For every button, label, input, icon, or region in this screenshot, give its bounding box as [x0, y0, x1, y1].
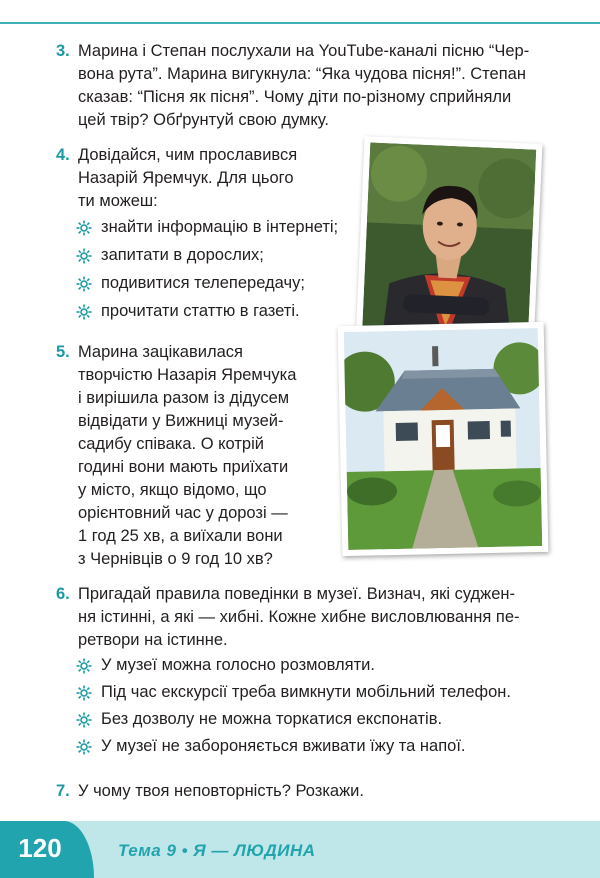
task-text-line: 1 год 25 хв, а виїхали вони: [78, 527, 283, 545]
task-number: 3.: [56, 42, 70, 60]
task-text-line: відвідати у Вижниці музей-: [78, 412, 284, 430]
bullet-text: Під час екскурсії треба вимкнути мобільний телефон.: [101, 683, 511, 701]
section-theme-title: Тема 9 • Я — ЛЮДИНА: [118, 841, 316, 860]
page-footer: [0, 821, 600, 878]
sun-bullet-icon: [76, 304, 92, 320]
bullet-text: запитати в дорослих;: [101, 246, 264, 264]
task-text-line: Марина і Степан послухали на YouTube-каналі пісню “Чер-: [78, 42, 530, 60]
sun-bullet-icon: [76, 220, 92, 236]
task-number: 7.: [56, 782, 70, 800]
task-text-line: ня істинні, а які — хибні. Кожне хибне висловлювання пе-: [78, 608, 520, 626]
bullet-text: подивитися телепередачу;: [101, 274, 305, 292]
task-number: 4.: [56, 146, 70, 164]
task-text-line: цей твір? Обґрунтуй свою думку.: [78, 111, 329, 129]
bullet-text: У музеї не забороняється вживати їжу та напої.: [101, 737, 466, 755]
task-text-line: У чому твоя неповторність? Розкажи.: [78, 782, 364, 800]
sun-bullet-icon: [76, 739, 92, 755]
task-text-line: орієнтовний час у дорозі —: [78, 504, 288, 522]
sun-bullet-icon: [76, 658, 92, 674]
task-text-line: Довідайся, чим прославився: [78, 146, 298, 164]
portrait-photo: [356, 136, 543, 352]
task-text-line: і вирішила разом із дідусем: [78, 389, 290, 407]
page-number: 120: [18, 833, 62, 863]
task-text-line: садибу співака. О котрій: [78, 435, 264, 453]
task-text-line: Назарій Яремчук. Для цього: [78, 169, 294, 187]
task-text-line: годині вони мають приїхати: [78, 458, 289, 476]
bullet-text: У музеї можна голосно розмовляти.: [101, 656, 375, 674]
sun-bullet-icon: [76, 712, 92, 728]
page-number-tab: [0, 821, 94, 878]
task-number: 5.: [56, 343, 70, 361]
top-rule: [0, 22, 600, 24]
sun-bullet-icon: [76, 685, 92, 701]
sun-bullet-icon: [76, 248, 92, 264]
museum-house-photo: [338, 322, 549, 556]
task-text-line: у місто, якщо відомо, що: [78, 481, 267, 499]
task-text-line: Пригадай правила поведінки в музеї. Визнач, які суджен-: [78, 585, 516, 603]
bullet-text: Без дозволу не можна торкатися експонатів.: [101, 710, 443, 728]
task-text-line: творчістю Назарія Яремчука: [78, 366, 297, 384]
singer-portrait-image: [362, 142, 536, 345]
task-text-line: ретвори на істинне.: [78, 631, 228, 649]
museum-estate-image: [344, 328, 543, 550]
task-text-line: сказав: “Пісня як пісня”. Чому діти по-різному сприйняли: [78, 88, 512, 106]
bullet-text: прочитати статтю в газеті.: [101, 302, 300, 320]
task-text-line: ти можеш:: [78, 192, 158, 210]
sun-bullet-icon: [76, 276, 92, 292]
bullet-text: знайти інформацію в інтернеті;: [101, 218, 339, 236]
task-text-line: з Чернівців о 9 год 10 хв?: [78, 550, 273, 568]
task-text-line: вона рута”. Марина вигукнула: “Яка чудова пісня!”. Степан: [78, 65, 526, 83]
task-number: 6.: [56, 585, 70, 603]
task-text-line: Марина зацікавилася: [78, 343, 243, 361]
